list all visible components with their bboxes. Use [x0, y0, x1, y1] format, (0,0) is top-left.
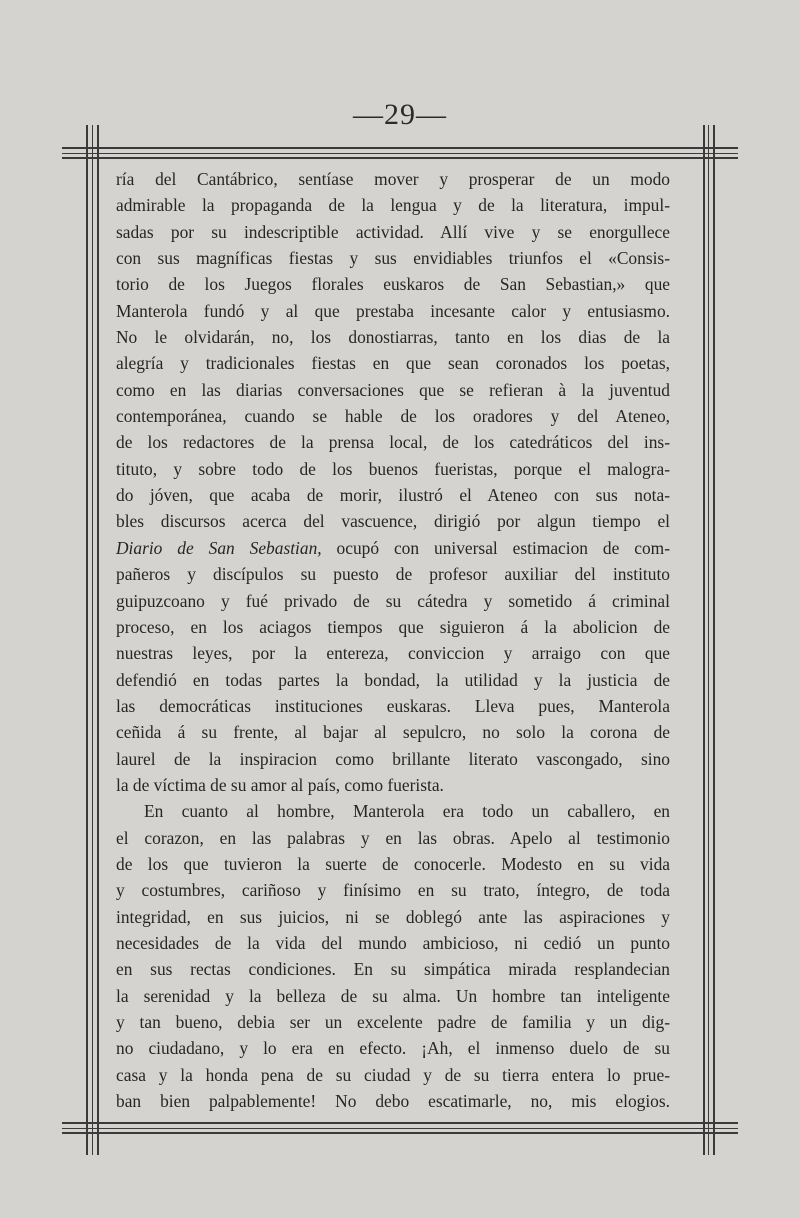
text-line: Manterola fundó y al que prestaba incesante calor y entusiasmo. — [116, 300, 670, 321]
frame-left-rule-inner — [97, 125, 99, 1155]
text-line: necesidades de la vida del mundo ambicioso, ni cedió un punto — [116, 932, 670, 953]
frame-top-rule-inner — [62, 157, 738, 159]
frame-right-rule-inner — [703, 125, 705, 1155]
text-line: casa y la honda pena de su ciudad y de su tierra entera lo prue- — [116, 1064, 670, 1085]
text-line-rest: ocupó con universal estimacion de com- — [336, 537, 670, 558]
text-line: de los que tuvieron la suerte de conocerle. Modesto en su vida — [116, 853, 670, 874]
frame-right-rule-middle — [708, 125, 709, 1155]
text-line: tituto, y sobre todo de los buenos fueristas, porque el malogra- — [116, 458, 670, 479]
text-line: como en las diarias conversaciones que se refieran à la juventud — [116, 379, 670, 400]
text-line: la serenidad y la belleza de su alma. Un hombre tan inteligente — [116, 985, 670, 1006]
text-line: de los redactores de la prensa local, de los catedráticos del ins- — [116, 432, 670, 453]
frame-bottom-rule-inner — [62, 1122, 738, 1124]
text-line: no ciudadano, y lo era en efecto. ¡Ah, el inmenso duelo de su — [116, 1038, 670, 1059]
text-line: defendió en todas partes la bondad, la utilidad y la justicia de — [116, 669, 670, 690]
text-line: admirable la propaganda de la lengua y de la literatura, impul- — [116, 195, 670, 216]
text-line: con sus magníficas fiestas y sus envidiables triunfos el «Consis- — [116, 248, 670, 269]
newspaper-title: Diario de San Sebastian, — [116, 537, 322, 558]
text-line: proceso, en los aciagos tiempos que siguieron á la abolicion de — [116, 616, 670, 637]
text-line: en sus rectas condiciones. En su simpática mirada resplandecian — [116, 959, 670, 980]
text-line: el corazon, en las palabras y en las obras. Apelo al testimonio — [116, 827, 670, 848]
frame-right-rule-outer — [713, 125, 715, 1155]
text-line-with-title — [116, 535, 670, 561]
text-line: pañeros y discípulos su puesto de profesor auxiliar del instituto — [116, 564, 670, 585]
text-line: En cuanto al hombre, Manterola era todo un caballero, en — [144, 801, 670, 822]
text-line: nuestras leyes, por la entereza, conviccion y arraigo con que — [116, 643, 670, 664]
text-line: y tan bueno, debia ser un excelente padre de familia y un dig- — [116, 1012, 670, 1032]
text-line: ban bien palpablemente! No debo escatimarle, no, mis elogios. — [116, 1091, 670, 1112]
frame-bottom-rule-middle — [62, 1128, 738, 1129]
text-line: laurel de la inspiracion como brillante literato vascongado, sino — [116, 748, 670, 769]
frame-bottom-rule-outer — [62, 1132, 738, 1134]
text-line: ceñida á su frente, al bajar al sepulcro, no solo la corona de — [116, 722, 670, 743]
text-line: torio de los Juegos florales euskaros de San Sebastian,» que — [116, 274, 670, 295]
text-line: las democráticas instituciones euskaras. Lleva pues, Manterola — [116, 695, 670, 716]
text-line: ría del Cantábrico, sentíase mover y prosperar de un modo — [116, 169, 670, 189]
body-text — [116, 166, 670, 1114]
text-line: do jóven, que acaba de morir, ilustró el Ateneo con sus nota- — [116, 485, 670, 506]
frame-left-rule-middle — [92, 125, 93, 1155]
page-number: —29— — [353, 98, 447, 131]
text-line: sadas por su indescriptible actividad. Allí vive y se enorgullece — [116, 221, 670, 242]
text-line: integridad, en sus juicios, ni se doblegó ante las aspiraciones y — [116, 906, 670, 927]
text-line: y costumbres, cariñoso y finísimo en su trato, íntegro, de toda — [116, 880, 670, 901]
text-line: la de víctima de su amor al país, como fuerista. — [116, 774, 444, 795]
frame-top-rule-middle — [62, 153, 738, 154]
text-line: guipuzcoano y fué privado de su cátedra y sometido á criminal — [116, 590, 670, 611]
text-line: bles discursos acerca del vascuence, dirigió por algun tiempo el — [116, 511, 670, 532]
frame-left-rule-outer — [86, 125, 88, 1155]
text-line: contemporánea, cuando se hable de los oradores y del Ateneo, — [116, 406, 670, 427]
frame-top-rule-outer — [62, 147, 738, 149]
text-line: No le olvidarán, no, los donostiarras, tanto en los dias de la — [116, 327, 670, 348]
text-line: alegría y tradicionales fiestas en que sean coronados los poetas, — [116, 353, 670, 374]
